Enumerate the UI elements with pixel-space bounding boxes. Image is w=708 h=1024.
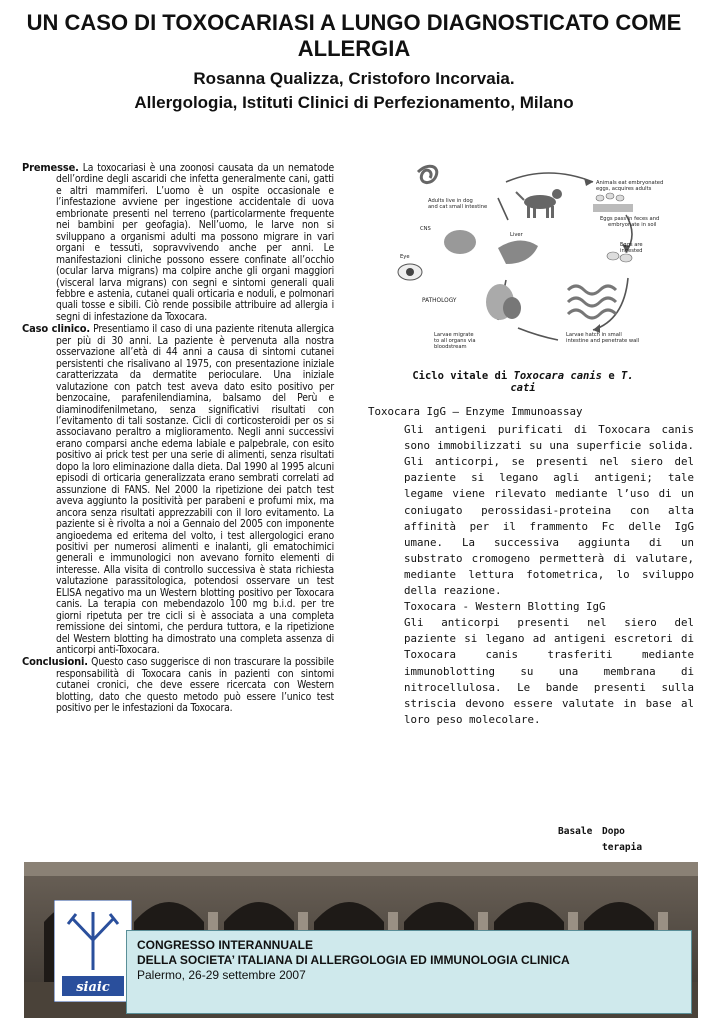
right-column — [368, 404, 694, 728]
blot-dopo: Dopo — [602, 826, 625, 837]
label-pathology: PATHOLOGY — [422, 298, 457, 304]
small-intestine-icon — [568, 286, 616, 318]
label-adults-2: and cat small intestine — [428, 204, 488, 210]
label-cns: CNS — [420, 226, 431, 232]
premesse-paragraph — [22, 162, 334, 323]
label-eggs-pass-2: embryonate in soil — [608, 222, 657, 228]
brain-icon — [444, 230, 476, 254]
poster-title: UN CASO DI TOXOCARIASI A LUNGO DIAGNOSTICATO COME ALLERGIA — [26, 10, 682, 61]
figure-caption — [398, 370, 648, 394]
label-larvae-hatch: Larvae hatch in small — [566, 332, 622, 338]
caso-paragraph — [22, 323, 334, 656]
eggs-in-soil-icon — [593, 193, 633, 212]
igg-text: Gli antigeni purificati di Toxocara canis sono immobilizzati su una superficie solida. Gli anticorpi, se presenti nel siero del paziente si legano agli antigeni; tale legame viene rilevato mediante l’uso di un coniugato perossidasi-proteina con alta affinità per il frammento Fc delle IgG umane. La successiva aggiunta di un substrato cromogeno permetterà di valutare, mediante lettura fotometrica, lo sviluppo della reazione. — [404, 423, 694, 598]
label-eggs-ingested-2: ingested — [620, 248, 643, 254]
life-cycle-diagram — [388, 160, 666, 358]
conclusioni-paragraph — [22, 656, 334, 714]
wb-text: Gli anticorpi presenti nel siero del paziente si legano ad antigeni escretori di Toxocara canis trasferiti mediante immunoblotting su una membrana di nitrocellulosa. Le bande presenti sulla striscia devono essere valutate in base al loro peso molecolare. — [404, 616, 694, 726]
congress-line-3: Palermo, 26-29 settembre 2007 — [137, 968, 306, 982]
label-larvae-migrate-3: bloodstream — [434, 344, 467, 350]
label-larvae-hatch-2: intestine and penetrate wall — [566, 338, 640, 344]
conclusioni-heading: Conclusioni. — [22, 655, 88, 669]
congress-box — [126, 930, 692, 1014]
label-larvae-migrate: Larvae migrate — [434, 332, 474, 338]
caption-part: Ciclo vitale di — [412, 370, 514, 382]
caption-species-1: Toxocara canis — [513, 370, 603, 382]
heart-lungs-icon — [486, 284, 521, 320]
congress-line-2: DELLA SOCIETA’ ITALIANA DI ALLERGOLOGIA ED IMMUNOLOGIA CLINICA — [137, 953, 570, 967]
eye-icon — [398, 264, 422, 280]
worm-icon — [418, 166, 437, 182]
label-eggs-ingested: Eggs are — [620, 242, 643, 248]
congress-line-1: CONGRESSO INTERANNUALE — [137, 938, 314, 952]
authors: Rosanna Qualizza, Cristoforo Incorvaia. — [193, 69, 515, 88]
label-animals-eat-2: eggs, acquires adults — [596, 186, 652, 192]
left-column — [22, 162, 334, 715]
caption-species-2: T. cati — [510, 370, 634, 394]
label-eye: Eye — [400, 254, 410, 260]
conclusioni-text: Questo caso suggerisce di non trascurare la possibile responsabilità di Toxocara canis in pazienti con sintomi cutanei cronici, che deve essere ricercata con Western blotting, dato che questo metodo può essere l’unico test positivo per le infestazioni da Toxocara. — [56, 656, 334, 715]
premesse-heading: Premesse. — [22, 161, 79, 174]
premesse-text: La toxocariasi è una zoonosi causata da un nematode dell’ordine degli ascaridi che infetta generalmente cani, gatti e altri mammiferi. L’uomo è un ospite occasionale e l’infestazione avviene per ingestione accidentale di uova embrionate presenti nel terreno (particolarmente frequente nei bambini per geofagia). Nell’uomo, le larve non si sviluppano a organismi adulti ma possono migrare in vari organi e tessuti, sopravvivendo anche per anni. Le manifestazioni cliniche possono essere confinate all’occhio (ocular larva migrans) ma colpire anche gli organi maggiori (visceral larva migrans) con segni e sintomi generali quali febbre e astenia, cutanei quali orticaria e noduli, e polmonari quali tosse e sibili. Ciò rende possibile attribuire ad allergia i segni di infestazione da Toxocara. — [56, 162, 334, 323]
label-eggs-pass: Eggs pass in feces and — [600, 216, 660, 222]
blot-label-basale: Basale — [558, 826, 593, 837]
igg-heading: Toxocara IgG – Enzyme Immunoassay — [368, 405, 583, 418]
dog-icon — [516, 189, 562, 218]
liver-icon — [498, 240, 538, 264]
label-larvae-migrate-2: to all organs via — [434, 338, 476, 344]
blot-terapia: terapia — [602, 842, 643, 853]
caso-heading: Caso clinico. — [22, 322, 90, 336]
label-adults: Adults live in dog — [428, 198, 473, 204]
caption-part: e — [602, 370, 621, 382]
blot-label-dopo — [602, 824, 642, 856]
label-liver: Liver — [510, 232, 523, 238]
wb-heading: Toxocara - Western Blotting IgG — [404, 600, 606, 614]
affiliation: Allergologia, Istituti Clinici di Perfezionamento, Milano — [134, 93, 574, 112]
siaic-logo — [54, 900, 132, 1002]
logo-text: siaic — [76, 980, 110, 995]
caso-text: Presentiamo il caso di una paziente ritenuta allergica per più di 30 anni. La paziente è pervenuta alla nostra osservazione all’età di 44 anni a causa di sintomi cutanei persistenti che risalivano al 1975, con presentazione iniziale caratterizzata da dermatite periocularе. Una iniziale valutazione con patch test aveva dato esito positivo per benzocaine, parafenilendiamina, balsamo del Perù e diaminodifenilmetano, senza significativi risultati con l’evitamento di tali sostanze. Cicli di corticosteroidi per os si associavano peraltro a miglioramento. Negli anni successivi erano comparsi anche edema labiale e palpebrale, con esito positivo ai prick test per una serie di alimenti, senza risultati dopo la loro eliminazione dalla dieta. Dal 1990 al 1995 alcuni episodi di orticaria generalizzata erano sembrati correlati ad assunzione di FANS. Nel 2000 la ripetizione dei patch test aveva aggiunto la positività per parabeni e profumi mix, ma ancora senza risultati apprezzabili con il loro evitamento. La paziente si è rivolta a noi a Gennaio del 2005 con imponente angioedema ed eritema del volto, i test allergologici erano positivi per numerosi alimenti e inalanti, gli ematochimici generali e immunologici non avevano fornito elementi di interesse. Alla visita di controllo successiva è stata richiesta valutazione parassitologica, potendosi osservare un test ELISA negativo ma un Western blotting positivo per Toxocara canis. La terapia con mebendazolo 100 mg b.i.d. per tre giorni ripetuta per tre cicli si è associata a una completa remissione dei sintomi, che perdura tuttora, e la ripetizione del Western blotting ha dimostrato una completa assenza di anticorpi anti-Toxocara. — [56, 323, 334, 657]
label-animals-eat: Animals eat embryonated — [596, 180, 664, 186]
